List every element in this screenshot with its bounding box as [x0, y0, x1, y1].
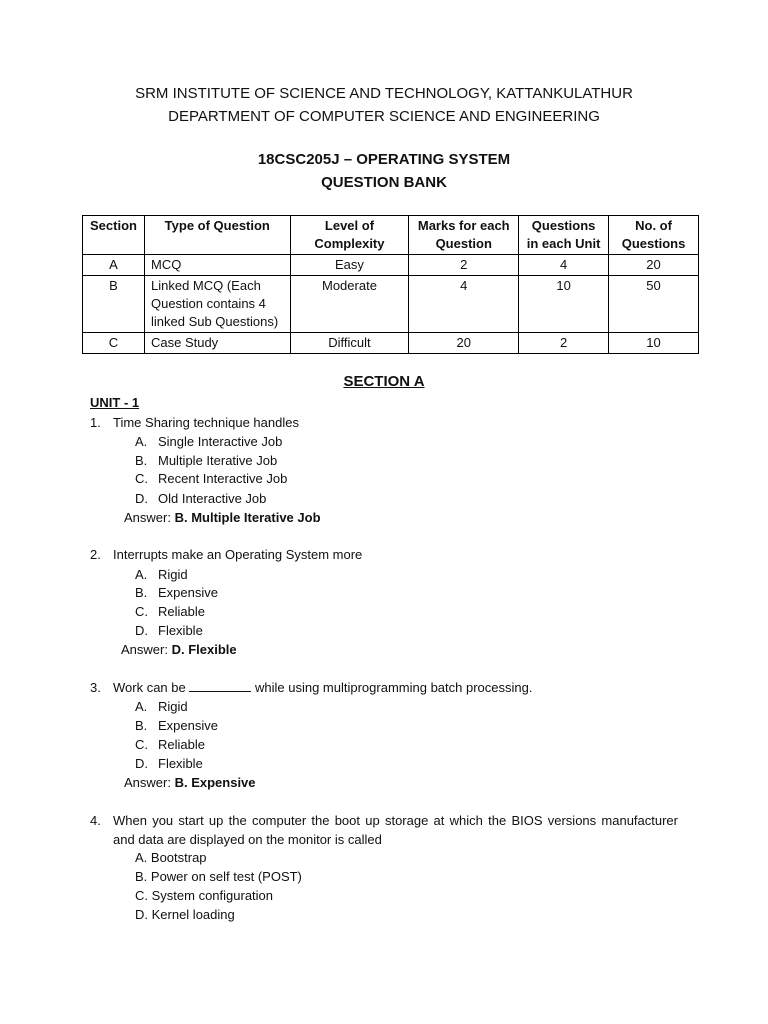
- answer-value: B. Expensive: [174, 775, 256, 790]
- option-item: [135, 867, 302, 886]
- table-cell: MCQ: [144, 255, 290, 276]
- option-item: [135, 735, 205, 754]
- option-item: [135, 469, 287, 488]
- option-letter: C.: [135, 737, 148, 752]
- answer-line: [124, 508, 321, 527]
- option-letter: A.: [135, 434, 148, 449]
- section-heading: SECTION A: [343, 373, 425, 390]
- answer-label: Answer:: [124, 775, 171, 790]
- table-row: [83, 333, 699, 354]
- option-item: [135, 886, 273, 905]
- question-number: 4.: [90, 813, 101, 828]
- option-text: Expensive: [158, 718, 218, 733]
- column-header: Section: [83, 216, 145, 255]
- question-text: [113, 678, 678, 697]
- option-text: Reliable: [158, 604, 205, 619]
- table-cell: Case Study: [144, 333, 290, 354]
- question-text: Interrupts make an Operating System more: [113, 547, 363, 562]
- option-letter: C.: [135, 604, 148, 619]
- table-cell: Difficult: [290, 333, 409, 354]
- column-header: Type of Question: [144, 216, 290, 255]
- option-text: D. Kernel loading: [135, 907, 235, 922]
- question-text: When you start up the computer the boot up storage at which the BIOS versions manufacturer and data are displayed on the monitor is called: [113, 813, 678, 847]
- column-header: Level of Complexity: [290, 216, 409, 255]
- table-cell: Linked MCQ (Each Question contains 4 linked Sub Questions): [144, 276, 290, 333]
- table-cell: 50: [609, 276, 699, 333]
- option-text: B. Power on self test (POST): [135, 869, 302, 884]
- table-cell: B: [83, 276, 145, 333]
- table-cell: 2: [519, 333, 609, 354]
- option-text: Expensive: [158, 585, 218, 600]
- answer-label: Answer:: [121, 642, 168, 657]
- table-cell: 20: [609, 255, 699, 276]
- question-number: 3.: [90, 680, 101, 695]
- fill-in-blank: [189, 680, 251, 692]
- option-item: [135, 489, 266, 508]
- table-header-row: [83, 216, 699, 255]
- department-name: DEPARTMENT OF COMPUTER SCIENCE AND ENGINEERING: [168, 108, 600, 125]
- question-2: [90, 545, 678, 564]
- option-item: [135, 602, 205, 621]
- option-letter: C.: [135, 471, 148, 486]
- table-cell: C: [83, 333, 145, 354]
- option-text: Single Interactive Job: [158, 434, 283, 449]
- table-cell: 4: [519, 255, 609, 276]
- table-cell: 20: [409, 333, 519, 354]
- table-row: [83, 276, 699, 333]
- question-text-start: Work can be: [113, 680, 186, 695]
- unit-label: UNIT - 1: [90, 395, 140, 410]
- table-cell: A: [83, 255, 145, 276]
- question-text: Time Sharing technique handles: [113, 415, 299, 430]
- option-letter: B.: [135, 585, 148, 600]
- option-text: Rigid: [158, 567, 188, 582]
- option-letter: D.: [135, 491, 148, 506]
- option-text: C. System configuration: [135, 888, 274, 903]
- option-text: Multiple Iterative Job: [158, 453, 278, 468]
- table-cell: Easy: [290, 255, 409, 276]
- option-text: Old Interactive Job: [158, 491, 267, 506]
- option-item: [135, 848, 207, 867]
- column-header: Marks for each Question: [409, 216, 519, 255]
- answer-line: [124, 773, 256, 792]
- option-item: [135, 432, 282, 451]
- answer-line: [121, 640, 237, 659]
- column-header: Questions in each Unit: [519, 216, 609, 255]
- column-header: No. of Questions: [609, 216, 699, 255]
- table-cell: 10: [519, 276, 609, 333]
- course-title: 18CSC205J – OPERATING SYSTEM: [257, 151, 511, 168]
- option-letter: A.: [135, 699, 148, 714]
- option-text: Flexible: [158, 623, 203, 638]
- option-text: A. Bootstrap: [135, 850, 207, 865]
- option-item: [135, 583, 218, 602]
- question-1: [90, 413, 678, 432]
- question-3: [90, 678, 678, 697]
- answer-label: Answer:: [124, 510, 171, 525]
- question-number: 2.: [90, 547, 101, 562]
- question-4: [90, 811, 678, 849]
- option-item: [135, 621, 203, 640]
- table-row: [83, 255, 699, 276]
- option-letter: D.: [135, 756, 148, 771]
- option-text: Reliable: [158, 737, 205, 752]
- option-item: [135, 754, 203, 773]
- option-text: Flexible: [158, 756, 203, 771]
- option-text: Recent Interactive Job: [158, 471, 288, 486]
- table-cell: 2: [409, 255, 519, 276]
- option-letter: B.: [135, 718, 148, 733]
- marks-distribution-table: [82, 215, 699, 354]
- option-letter: A.: [135, 567, 148, 582]
- table-cell: Moderate: [290, 276, 409, 333]
- answer-value: D. Flexible: [171, 642, 237, 657]
- question-text-end: while using multiprogramming batch processing.: [255, 680, 533, 695]
- table-cell: 4: [409, 276, 519, 333]
- option-letter: B.: [135, 453, 148, 468]
- answer-value: B. Multiple Iterative Job: [174, 510, 321, 525]
- option-text: Rigid: [158, 699, 188, 714]
- document-title: QUESTION BANK: [321, 174, 447, 191]
- institute-name: SRM INSTITUTE OF SCIENCE AND TECHNOLOGY, KATTANKULATHUR: [135, 85, 633, 102]
- option-item: [135, 697, 188, 716]
- option-letter: D.: [135, 623, 148, 638]
- question-number: 1.: [90, 415, 101, 430]
- table-cell: 10: [609, 333, 699, 354]
- option-item: [135, 716, 218, 735]
- option-item: [135, 565, 188, 584]
- option-item: [135, 451, 277, 470]
- option-item: [135, 905, 235, 924]
